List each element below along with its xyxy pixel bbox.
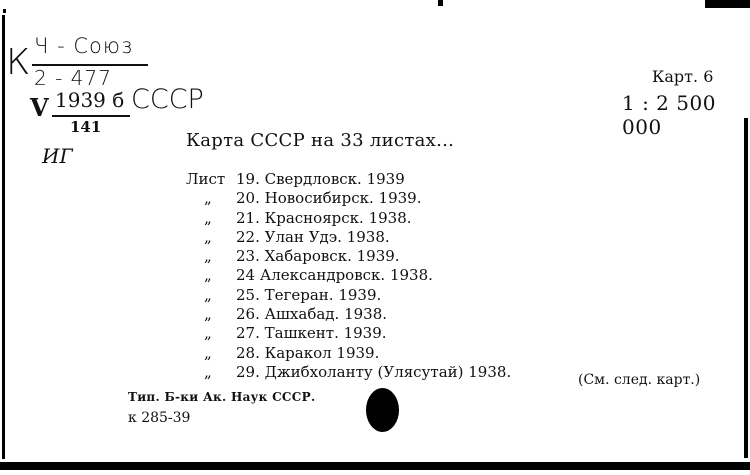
scan-mark bbox=[438, 0, 443, 6]
sheet-prefix: Лист bbox=[186, 170, 226, 188]
scan-edge-bottom bbox=[0, 462, 750, 470]
sheet-prefix: „ bbox=[204, 362, 212, 381]
handwritten-numerator: Ч - Союз bbox=[34, 34, 134, 58]
sheet-item bbox=[186, 266, 511, 285]
printer-imprint: Тип. Б-ки Ак. Наук СССР. bbox=[128, 390, 316, 404]
sheet-prefix: „ bbox=[204, 227, 212, 246]
sheet-item bbox=[186, 189, 511, 208]
sheet-item bbox=[186, 228, 511, 247]
sheet-item bbox=[186, 170, 511, 189]
handwritten-denominator: 2 - 477 bbox=[34, 66, 112, 90]
scan-edge-left bbox=[2, 15, 5, 459]
sheet-item bbox=[186, 305, 511, 324]
sheet-text: 28. Каракол 1939. bbox=[236, 343, 380, 362]
sheet-item bbox=[186, 363, 511, 382]
sheet-prefix: „ bbox=[204, 266, 212, 285]
order-number: к 285-39 bbox=[128, 410, 191, 426]
continuation-note: (См. след. карт.) bbox=[578, 372, 701, 388]
call-number-num: 141 bbox=[70, 118, 102, 136]
sheet-text: 24 Александровск. 1938. bbox=[236, 266, 433, 285]
sheet-text: 21. Красноярск. 1938. bbox=[236, 208, 412, 227]
sheet-text: 27. Ташкент. 1939. bbox=[236, 324, 387, 343]
sheet-prefix: „ bbox=[204, 324, 212, 343]
call-number-code: ИГ bbox=[42, 144, 73, 168]
sheet-prefix: „ bbox=[204, 189, 212, 208]
call-number-year: 1939 б bbox=[55, 88, 125, 112]
sheet-item bbox=[186, 324, 511, 343]
sheet-prefix: „ bbox=[204, 305, 212, 324]
scan-edge-right bbox=[744, 118, 748, 458]
sheet-item bbox=[186, 344, 511, 363]
sheet-text: 19. Свердловск. 1939 bbox=[236, 170, 405, 188]
handwritten-letter: К bbox=[6, 42, 31, 83]
card-title: Карта СССР на 33 листах... bbox=[186, 130, 455, 151]
sheet-prefix: „ bbox=[204, 247, 212, 266]
call-number-v: V bbox=[30, 93, 49, 122]
card-number: Карт. 6 bbox=[652, 67, 714, 86]
sheet-item bbox=[186, 247, 511, 266]
sheet-prefix: „ bbox=[204, 343, 212, 362]
punch-hole bbox=[366, 388, 399, 432]
sheet-prefix: „ bbox=[204, 208, 212, 227]
sheet-list bbox=[186, 170, 511, 382]
sheet-text: 20. Новосибирск. 1939. bbox=[236, 189, 422, 208]
map-scale: 1 : 2 500 000 bbox=[622, 91, 716, 139]
sheet-text: 25. Тегеран. 1939. bbox=[236, 285, 382, 304]
call-number-line bbox=[52, 115, 130, 117]
sheet-item bbox=[186, 286, 511, 305]
sheet-text: 29. Джибхоланту (Улясутай) 1938. bbox=[236, 362, 512, 381]
scan-edge-top bbox=[705, 0, 750, 8]
sheet-prefix: „ bbox=[204, 285, 212, 304]
sheet-text: 22. Улан Удэ. 1938. bbox=[236, 227, 390, 246]
call-number-region: СССР bbox=[131, 84, 204, 115]
sheet-text: 23. Хабаровск. 1939. bbox=[236, 247, 400, 266]
sheet-item bbox=[186, 209, 511, 228]
sheet-text: 26. Ашхабад. 1938. bbox=[236, 305, 388, 324]
scan-mark bbox=[3, 9, 6, 13]
